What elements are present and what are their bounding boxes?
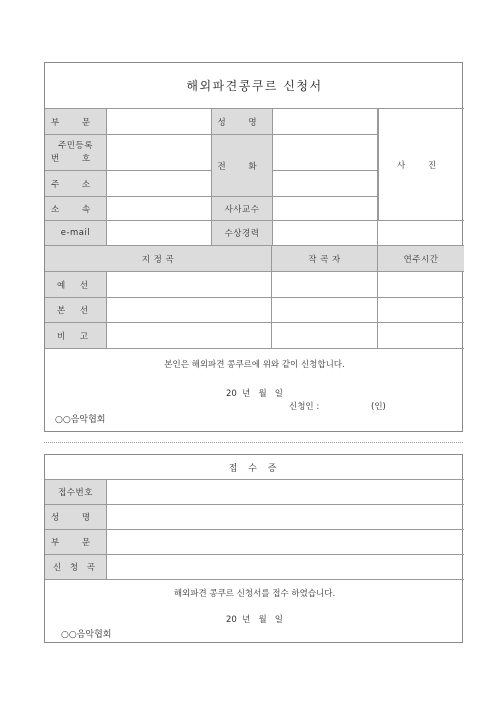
row-phone-2 [273,171,378,197]
row-phone-1 [273,135,378,171]
application-form [44,62,463,432]
remarks-duration-field[interactable] [378,323,464,348]
remarks-composer-field[interactable] [272,323,378,348]
header-designated-piece: 지 정 곡 [45,246,272,271]
awards-field-extra[interactable] [378,221,464,245]
resident-no-field[interactable] [107,135,212,170]
form-title-row [45,63,464,109]
table-row [45,555,464,580]
teacher-field[interactable] [273,197,378,220]
application-statement: 본인은 해외파견 콩쿠르에 위와 같이 신청합니다. [164,360,345,370]
label-receipt-piece: 신 청 곡 [45,555,107,579]
preliminary-composer-field[interactable] [272,272,378,297]
label-photo: 사 진 [396,160,447,171]
address-field[interactable] [107,171,212,196]
phone-field-2[interactable] [273,171,378,196]
remarks-piece-field[interactable] [107,323,272,348]
seal-mark: (인) [371,402,386,412]
row-email [45,221,464,246]
final-composer-field[interactable] [272,298,378,322]
label-preliminary: 예 선 [45,272,107,297]
final-piece-field[interactable] [107,298,272,322]
dept-field[interactable] [107,109,212,134]
label-receipt-name: 성 명 [45,505,107,529]
receipt-name-field[interactable] [107,505,464,529]
form-title: 해외파견콩쿠르 신청서 [186,79,323,93]
receipt-dept-field[interactable] [107,530,464,554]
table-row [45,530,464,555]
label-final: 본 선 [45,298,107,322]
table-row [45,272,464,298]
receipt-statement: 해외파견 콩쿠르 신청서를 접수 하였습니다. [173,589,336,599]
receipt-title-row [45,455,464,480]
receipt-piece-field[interactable] [107,555,464,579]
photo-box[interactable] [378,109,464,221]
table-row [45,323,464,349]
header-composer: 작 곡 자 [272,246,378,271]
table-row [45,505,464,530]
name-field[interactable] [273,109,378,134]
table-row [45,298,464,323]
label-affiliation: 소 속 [45,197,107,220]
receipt-date: 20 년 월 일 [225,615,284,625]
table-row [45,480,464,505]
label-address: 주 소 [45,171,107,196]
header-duration: 연주시간 [378,246,464,271]
receipt-no-field[interactable] [107,480,464,504]
label-phone: 전 화 [212,135,273,197]
row-dept [45,109,378,135]
awards-field[interactable] [273,221,378,245]
label-email: e-mail [45,221,107,245]
organization-name: ○○음악협회 [55,415,106,425]
label-receipt-no: 접수번호 [45,480,107,504]
row-resident [45,135,212,171]
affiliation-field[interactable] [107,197,212,220]
pieces-header-row [45,246,464,272]
final-duration-field[interactable] [378,298,464,322]
label-name: 성 명 [212,109,273,134]
label-resident-no: 주민등록 번 호 [45,135,107,170]
receipt-form [44,454,463,643]
label-awards: 수상경력 [212,221,273,245]
row-affiliation [45,197,378,221]
phone-field-1[interactable] [273,135,378,170]
cut-line [44,442,463,443]
label-teacher: 사사교수 [212,197,273,220]
applicant-label: 신청인 : [289,402,320,412]
receipt-title: 접 수 증 [228,463,281,474]
email-field[interactable] [107,221,212,245]
application-date: 20 년 월 일 [225,389,284,399]
preliminary-duration-field[interactable] [378,272,464,297]
label-remarks: 비 고 [45,323,107,348]
receipt-organization: ○○음악협회 [61,630,112,640]
row-address [45,171,212,197]
label-dept: 부 문 [45,109,107,134]
label-receipt-dept: 부 문 [45,530,107,554]
preliminary-piece-field[interactable] [107,272,272,297]
